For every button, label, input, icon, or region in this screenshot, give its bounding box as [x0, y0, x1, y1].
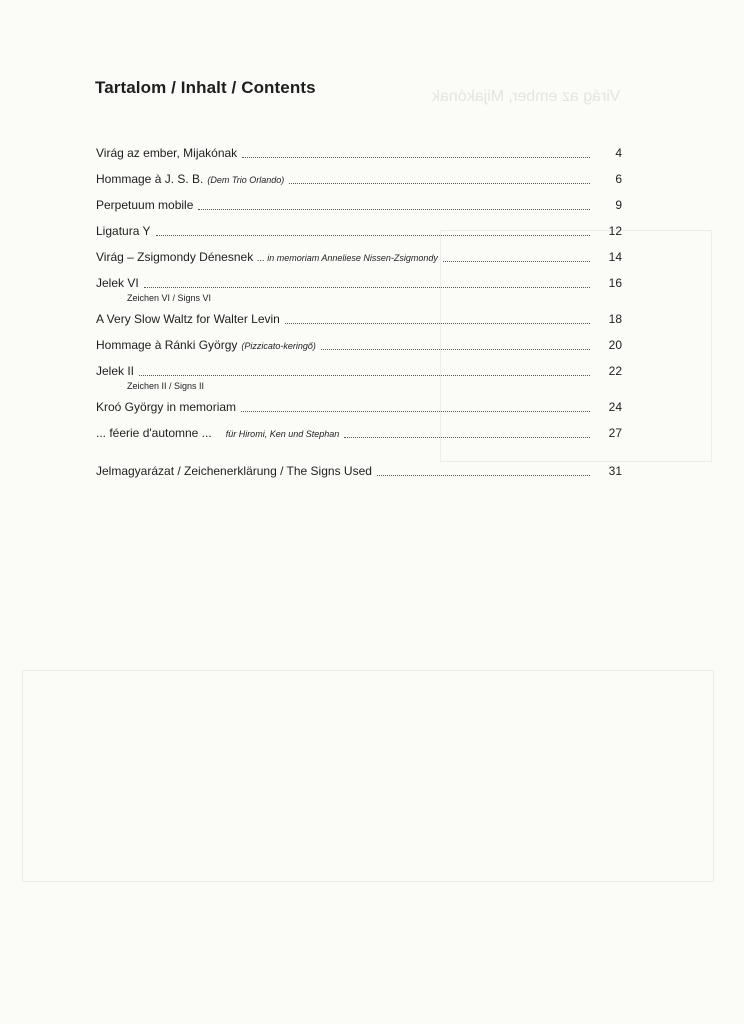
toc-entry-title: Hommage à Ránki György [96, 338, 238, 352]
show-through-staff-lower [22, 670, 714, 882]
toc-entry-title: Virág – Zsigmondy Dénesnek [96, 250, 254, 264]
toc-entry-note: ... in memoriam Anneliese Nissen-Zsigmondy [257, 253, 438, 263]
toc-entry-title: Kroó György in memoriam [96, 400, 237, 414]
dot-leader [285, 322, 590, 324]
toc-entry-page: 9 [615, 198, 622, 212]
toc-entry-page: 18 [608, 312, 622, 326]
toc-entry[interactable] [96, 364, 622, 400]
toc-entry[interactable] [96, 312, 622, 338]
toc-entry-page: 6 [615, 172, 622, 186]
dot-leader [144, 286, 590, 288]
toc-entry-title: Virág az ember, Mijakónak [96, 146, 238, 160]
toc-entry[interactable] [96, 338, 622, 364]
toc-entry-page: 12 [608, 224, 622, 238]
page-title: Tartalom / Inhalt / Contents [95, 78, 316, 97]
dot-leader [321, 348, 590, 350]
toc-entry-title: A Very Slow Waltz for Walter Levin [96, 312, 280, 326]
toc-entry-title: Jelek II [96, 364, 135, 378]
toc-entry-note: für Hiromi, Ken und Stephan [225, 429, 340, 439]
toc-entry[interactable] [96, 172, 622, 198]
toc-entry-page: 24 [608, 400, 622, 414]
show-through-title: Virág az ember, Mijakónak [432, 88, 621, 105]
toc-entry[interactable] [96, 464, 622, 490]
dot-leader [289, 182, 590, 184]
toc-entry[interactable] [96, 224, 622, 250]
dot-leader [241, 410, 590, 412]
toc-entry[interactable] [96, 146, 622, 172]
toc-entry-page: 22 [608, 364, 622, 378]
toc-entry-title: Hommage à J. S. B. [96, 172, 204, 186]
toc-entry-title: ... féerie d'automne ... [96, 426, 212, 440]
dot-leader [377, 474, 590, 476]
toc-entry-page: 16 [608, 276, 622, 290]
toc-entry-title: Jelek VI [96, 276, 139, 290]
toc-entry-title: Jelmagyarázat / Zeichenerklärung / The Signs Used [96, 464, 372, 478]
table-of-contents [96, 146, 622, 490]
dot-leader [139, 374, 590, 376]
toc-entry-subtitle: Zeichen II / Signs II [127, 381, 205, 391]
toc-entry[interactable] [96, 276, 622, 312]
toc-entry-page: 20 [608, 338, 622, 352]
toc-entry-page: 31 [608, 464, 622, 478]
dot-leader [242, 156, 590, 158]
toc-entry[interactable] [96, 198, 622, 224]
toc-entry-subtitle: Zeichen VI / Signs VI [127, 293, 212, 303]
dot-leader [443, 260, 590, 262]
toc-entry-page: 27 [608, 426, 622, 440]
toc-entry-note: (Dem Trio Orlando) [207, 175, 285, 185]
toc-entry[interactable] [96, 400, 622, 426]
toc-entry-title: Ligatura Y [96, 224, 151, 238]
toc-entry-note: (Pizzicato-keringő) [241, 341, 316, 351]
toc-entry[interactable] [96, 250, 622, 276]
toc-entry[interactable] [96, 426, 622, 452]
dot-leader [198, 208, 590, 210]
toc-entry-page: 4 [615, 146, 622, 160]
dot-leader [344, 436, 590, 438]
dot-leader [156, 234, 591, 236]
toc-entry-page: 14 [608, 250, 622, 264]
toc-entry-title: Perpetuum mobile [96, 198, 194, 212]
